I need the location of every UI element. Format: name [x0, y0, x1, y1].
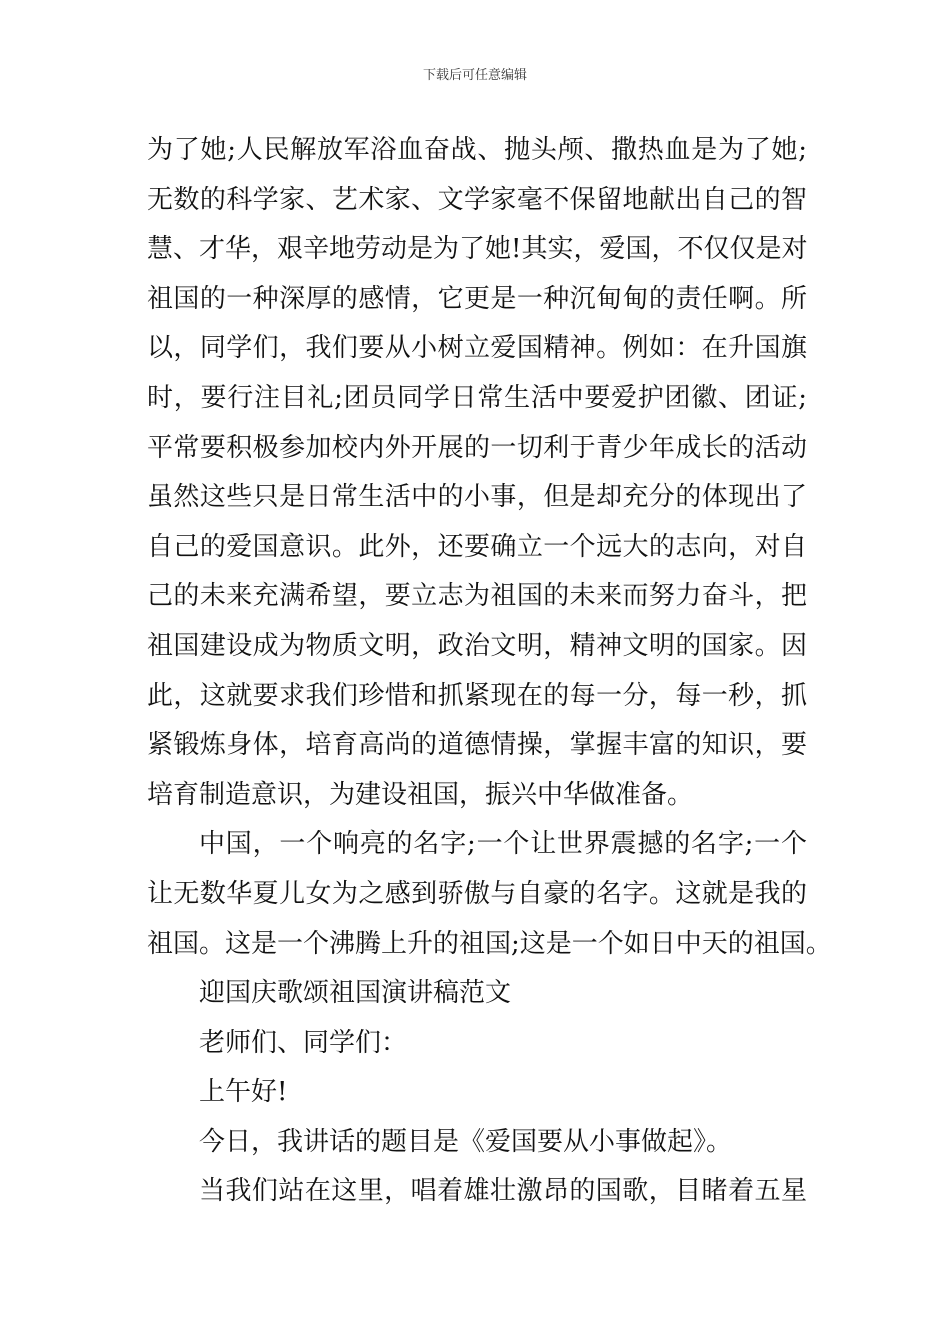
text-line: 为了她;人民解放军浴血奋战、抛头颅、撒热血是为了她;	[147, 135, 807, 165]
paragraph-start-line: 中国，一个响亮的名字;一个让世界震撼的名字;一个	[199, 829, 807, 860]
text-line: 无数的科学家、艺术家、文学家毫不保留地献出自己的智	[147, 184, 807, 215]
text-line: 祖国建设成为物质文明，政治文明，精神文明的国家。因	[147, 630, 807, 661]
text-line: 祖国的一种深厚的感情，它更是一种沉甸甸的责任啊。所	[147, 283, 807, 314]
text-line: 自己的爱国意识。此外，还要确立一个远大的志向，对自	[147, 531, 807, 562]
salutation: 老师们、同学们：	[199, 1027, 408, 1058]
text-line: 培育制造意识，为建设祖国，振兴中华做准备。	[147, 779, 694, 810]
text-line: 紧锻炼身体，培育高尚的道德情操，掌握丰富的知识，要	[147, 730, 807, 761]
text-line: 慧、才华，艰辛地劳动是为了她!其实，爱国，不仅仅是对	[147, 234, 808, 265]
text-line: 此，这就要求我们珍惜和抓紧现在的每一分，每一秒，抓	[147, 680, 807, 711]
text-line: 时，要行注目礼;团员同学日常生活中要爱护团徽、团证;	[147, 382, 807, 413]
paragraph-start-line: 今日，我讲话的题目是《爱国要从小事做起》。	[199, 1126, 733, 1157]
text-line: 己的未来充满希望，要立志为祖国的未来而努力奋斗，把	[147, 581, 807, 612]
section-title: 迎国庆歌颂祖国演讲稿范文	[199, 978, 512, 1009]
text-line: 平常要积极参加校内外开展的一切利于青少年成长的活动	[147, 432, 807, 463]
document-body	[147, 126, 832, 1217]
page-header-note: 下载后可任意编辑	[422, 68, 527, 83]
text-line: 让无数华夏儿女为之感到骄傲与自豪的名字。这就是我的	[147, 878, 807, 909]
paragraph-start-line: 当我们站在这里，唱着雄壮激昂的国歌，目睹着五星	[199, 1176, 807, 1207]
text-line: 祖国。这是一个沸腾上升的祖国;这是一个如日中天的祖国。	[147, 928, 832, 959]
text-line: 虽然这些只是日常生活中的小事，但是却充分的体现出了	[147, 482, 807, 513]
greeting: 上午好!	[199, 1077, 288, 1108]
text-line: 以，同学们，我们要从小树立爱国精神。例如：在升国旗	[147, 333, 807, 364]
